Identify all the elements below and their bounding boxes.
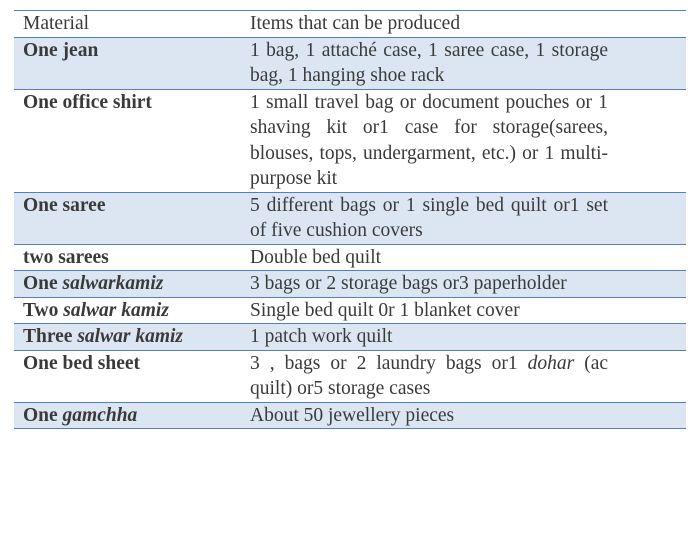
table-header-row: [14, 11, 686, 38]
material-italic: salwarkamiz: [62, 273, 164, 294]
items-suffix: (ac quilt) or5 storage cases: [250, 352, 608, 399]
table-row: [14, 192, 686, 244]
material-italic: salwar kamiz: [77, 326, 183, 347]
items-prefix: 3 , bags or 2 laundry bags or1: [250, 352, 528, 374]
material-prefix: Two: [23, 299, 64, 321]
material-prefix: One: [23, 273, 63, 294]
table-row: [14, 271, 686, 298]
items-cell: About 50 jewellery pieces: [240, 402, 686, 429]
material-italic: gamchha: [62, 404, 138, 426]
material-cell: One jean: [14, 37, 240, 89]
items-cell: 1 small travel bag or document pouches or 1 shaving kit or1 case for storage(sarees, blouses, tops, undergarment, etc.) or 1 multi-purpose kit: [240, 89, 686, 192]
material-cell: [14, 402, 240, 429]
table-row: [14, 89, 686, 192]
material-cell: [14, 271, 240, 298]
material-italic: salwar kamiz: [63, 299, 169, 321]
materials-table: [14, 10, 686, 429]
table-row: [14, 297, 686, 324]
material-cell: [14, 324, 240, 351]
items-cell: [240, 350, 686, 402]
table-row: [14, 350, 686, 402]
material-cell: [14, 297, 240, 324]
items-cell: 1 patch work quilt: [240, 324, 686, 351]
material-cell: two sarees: [14, 244, 240, 271]
material-cell: One office shirt: [14, 89, 240, 192]
header-items: Items that can be produced: [240, 11, 686, 38]
material-cell: One bed sheet: [14, 350, 240, 402]
items-cell: 3 bags or 2 storage bags or3 paperholder: [240, 271, 686, 298]
table-row: [14, 402, 686, 429]
material-prefix: One: [23, 404, 63, 426]
table-row: [14, 324, 686, 351]
items-cell: Single bed quilt 0r 1 blanket cover: [240, 297, 686, 324]
items-cell: Double bed quilt: [240, 244, 686, 271]
items-cell: 5 different bags or 1 single bed quilt or1 set of five cushion covers: [240, 192, 686, 244]
header-material: Material: [14, 11, 240, 38]
table-row: [14, 37, 686, 89]
items-cell: 1 bag, 1 attaché case, 1 saree case, 1 storage bag, 1 hanging shoe rack: [240, 37, 686, 89]
items-italic: dohar: [527, 352, 575, 374]
table-row: [14, 244, 686, 271]
material-prefix: Three: [23, 326, 78, 347]
material-cell: One saree: [14, 192, 240, 244]
